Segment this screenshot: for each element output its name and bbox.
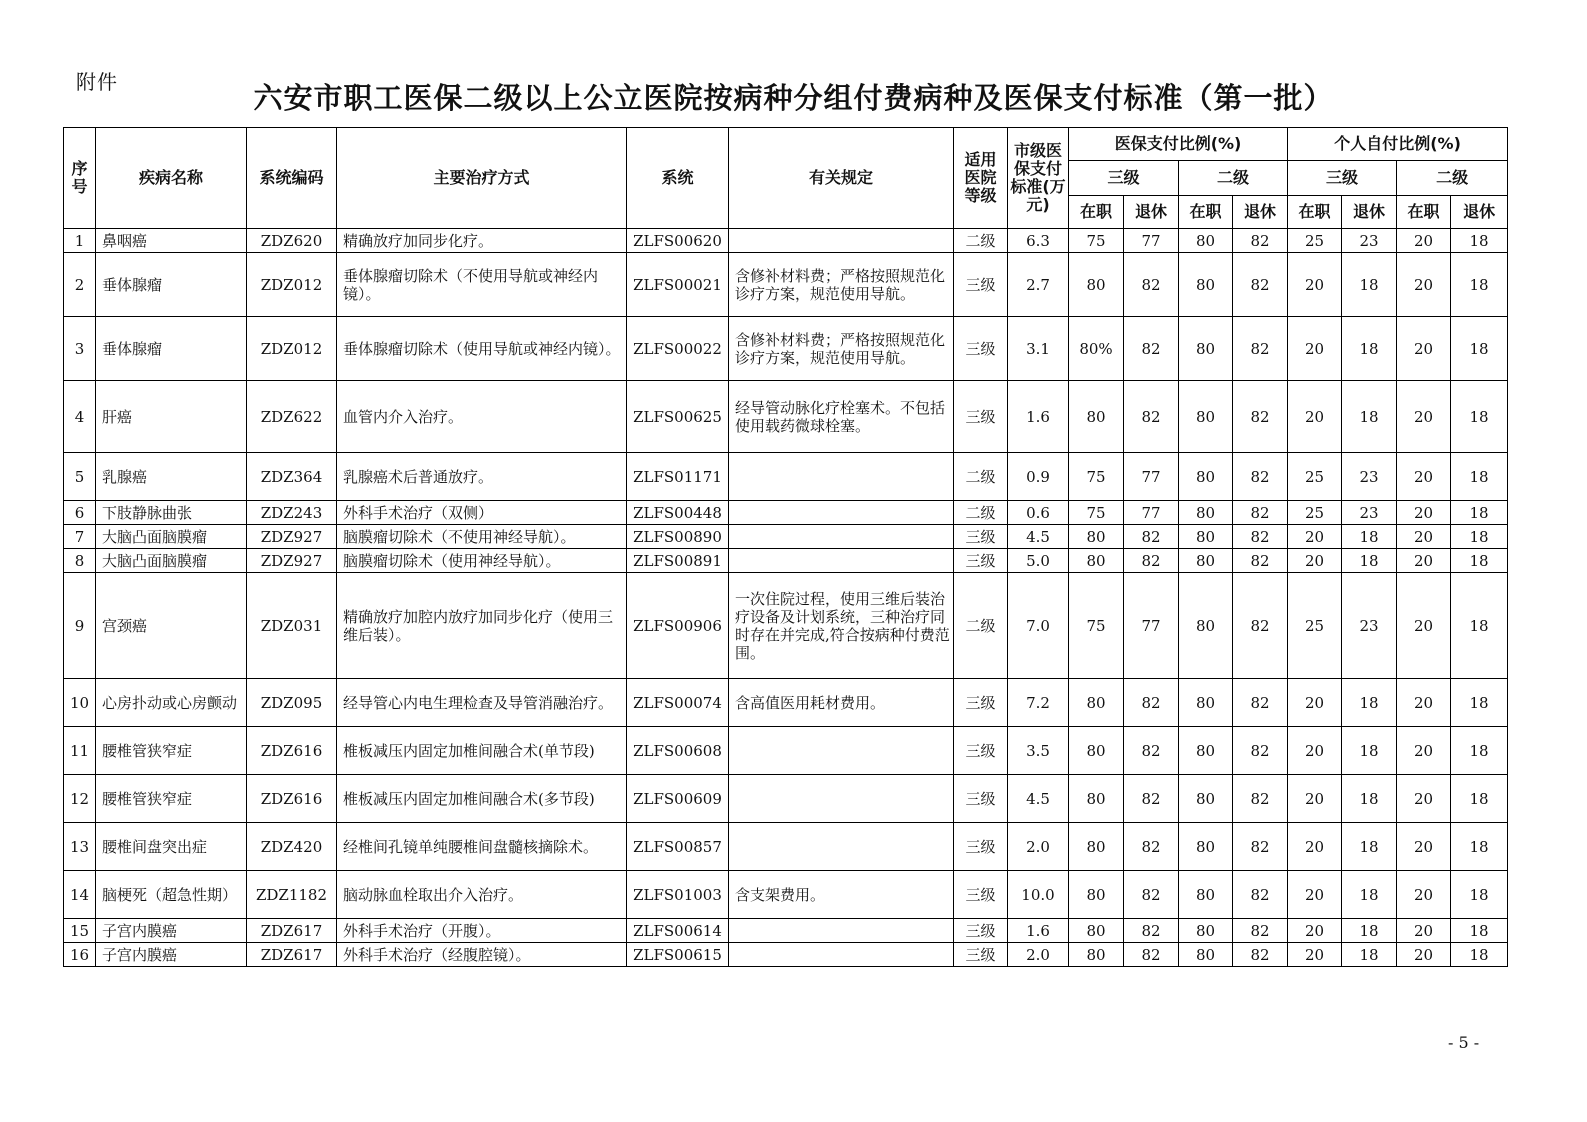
cell-rules xyxy=(729,775,954,823)
cell-treatment: 精确放疗加同步化疗。 xyxy=(337,229,627,253)
cell-medical-l3-retired: 82 xyxy=(1124,943,1179,967)
cell-disease: 大脑凸面脑膜瘤 xyxy=(96,525,247,549)
cell-no: 7 xyxy=(64,525,96,549)
cell-system: ZLFS00022 xyxy=(627,317,729,381)
cell-rules: 含支架费用。 xyxy=(729,871,954,919)
cell-personal-l3-retired: 18 xyxy=(1342,549,1397,573)
cell-standard: 7.2 xyxy=(1008,679,1069,727)
cell-no: 9 xyxy=(64,573,96,679)
cell-code: ZDZ095 xyxy=(247,679,337,727)
cell-system: ZLFS00614 xyxy=(627,919,729,943)
cell-disease: 脑梗死（超急性期） xyxy=(96,871,247,919)
cell-personal-l3-retired: 18 xyxy=(1342,317,1397,381)
cell-medical-l3-employed: 80 xyxy=(1069,775,1124,823)
header-medical-level3: 三级 xyxy=(1069,161,1179,196)
header-employed: 在职 xyxy=(1397,196,1451,229)
cell-no: 10 xyxy=(64,679,96,727)
cell-disease: 子宫内膜癌 xyxy=(96,919,247,943)
cell-personal-l2-retired: 18 xyxy=(1451,549,1508,573)
cell-medical-l2-retired: 82 xyxy=(1233,229,1288,253)
attachment-label: 附件 xyxy=(76,70,118,94)
table-row xyxy=(64,229,1508,253)
cell-standard: 10.0 xyxy=(1008,871,1069,919)
cell-medical-l2-retired: 82 xyxy=(1233,871,1288,919)
cell-rules: 含修补材料费；严格按照规范化诊疗方案，规范使用导航。 xyxy=(729,253,954,317)
cell-personal-l3-employed: 20 xyxy=(1288,727,1342,775)
cell-personal-l2-employed: 20 xyxy=(1397,943,1451,967)
cell-personal-l2-retired: 18 xyxy=(1451,381,1508,453)
header-system: 系统 xyxy=(627,128,729,229)
cell-disease: 鼻咽癌 xyxy=(96,229,247,253)
cell-system: ZLFS00021 xyxy=(627,253,729,317)
cell-system: ZLFS00890 xyxy=(627,525,729,549)
cell-personal-l2-retired: 18 xyxy=(1451,501,1508,525)
cell-personal-l2-retired: 18 xyxy=(1451,573,1508,679)
cell-standard: 3.5 xyxy=(1008,727,1069,775)
cell-medical-l2-employed: 80 xyxy=(1179,573,1233,679)
cell-personal-l2-retired: 18 xyxy=(1451,253,1508,317)
cell-medical-l3-employed: 75 xyxy=(1069,453,1124,501)
cell-medical-l3-retired: 77 xyxy=(1124,573,1179,679)
cell-medical-l3-employed: 80 xyxy=(1069,253,1124,317)
cell-medical-l3-retired: 82 xyxy=(1124,525,1179,549)
cell-code: ZDZ927 xyxy=(247,549,337,573)
cell-personal-l2-employed: 20 xyxy=(1397,679,1451,727)
cell-no: 14 xyxy=(64,871,96,919)
cell-disease: 垂体腺瘤 xyxy=(96,317,247,381)
cell-level: 三级 xyxy=(954,381,1008,453)
table-row xyxy=(64,823,1508,871)
cell-medical-l2-employed: 80 xyxy=(1179,381,1233,453)
cell-standard: 4.5 xyxy=(1008,775,1069,823)
cell-medical-l3-retired: 82 xyxy=(1124,775,1179,823)
cell-treatment: 外科手术治疗（经腹腔镜）。 xyxy=(337,943,627,967)
cell-system: ZLFS00608 xyxy=(627,727,729,775)
cell-medical-l3-retired: 77 xyxy=(1124,501,1179,525)
header-treatment: 主要治疗方式 xyxy=(337,128,627,229)
cell-disease: 下肢静脉曲张 xyxy=(96,501,247,525)
cell-disease: 宫颈癌 xyxy=(96,573,247,679)
cell-personal-l2-employed: 20 xyxy=(1397,871,1451,919)
table-row xyxy=(64,727,1508,775)
cell-personal-l2-employed: 20 xyxy=(1397,823,1451,871)
cell-personal-l3-retired: 18 xyxy=(1342,525,1397,549)
cell-treatment: 脑膜瘤切除术（使用神经导航）。 xyxy=(337,549,627,573)
cell-personal-l3-retired: 18 xyxy=(1342,679,1397,727)
document-title: 六安市职工医保二级以上公立医院按病种分组付费病种及医保支付标准（第一批） xyxy=(253,81,1334,115)
cell-medical-l2-employed: 80 xyxy=(1179,727,1233,775)
cell-no: 3 xyxy=(64,317,96,381)
cell-standard: 7.0 xyxy=(1008,573,1069,679)
header-retired: 退休 xyxy=(1342,196,1397,229)
cell-standard: 6.3 xyxy=(1008,229,1069,253)
cell-medical-l2-employed: 80 xyxy=(1179,871,1233,919)
cell-medical-l2-retired: 82 xyxy=(1233,253,1288,317)
cell-personal-l2-retired: 18 xyxy=(1451,525,1508,549)
cell-rules: 含高值医用耗材费用。 xyxy=(729,679,954,727)
cell-medical-l3-retired: 82 xyxy=(1124,823,1179,871)
cell-medical-l3-retired: 82 xyxy=(1124,381,1179,453)
cell-level: 三级 xyxy=(954,727,1008,775)
header-medical-level2: 二级 xyxy=(1179,161,1288,196)
table-row xyxy=(64,775,1508,823)
cell-medical-l2-employed: 80 xyxy=(1179,823,1233,871)
cell-code: ZDZ927 xyxy=(247,525,337,549)
cell-medical-l3-employed: 80 xyxy=(1069,871,1124,919)
cell-code: ZDZ616 xyxy=(247,727,337,775)
cell-personal-l3-retired: 18 xyxy=(1342,253,1397,317)
header-rules: 有关规定 xyxy=(729,128,954,229)
cell-medical-l2-employed: 80 xyxy=(1179,253,1233,317)
cell-medical-l2-retired: 82 xyxy=(1233,775,1288,823)
cell-system: ZLFS00448 xyxy=(627,501,729,525)
cell-personal-l2-employed: 20 xyxy=(1397,317,1451,381)
cell-medical-l3-retired: 82 xyxy=(1124,727,1179,775)
cell-personal-l3-retired: 18 xyxy=(1342,381,1397,453)
cell-level: 三级 xyxy=(954,549,1008,573)
cell-personal-l2-retired: 18 xyxy=(1451,679,1508,727)
cell-medical-l3-employed: 80 xyxy=(1069,381,1124,453)
cell-medical-l2-retired: 82 xyxy=(1233,943,1288,967)
cell-medical-l3-employed: 80 xyxy=(1069,943,1124,967)
cell-rules xyxy=(729,501,954,525)
table-row xyxy=(64,381,1508,453)
cell-code: ZDZ420 xyxy=(247,823,337,871)
table-row xyxy=(64,871,1508,919)
cell-no: 15 xyxy=(64,919,96,943)
cell-treatment: 垂体腺瘤切除术（使用导航或神经内镜）。 xyxy=(337,317,627,381)
cell-treatment: 脑动脉血栓取出介入治疗。 xyxy=(337,871,627,919)
cell-personal-l3-employed: 25 xyxy=(1288,453,1342,501)
cell-system: ZLFS00891 xyxy=(627,549,729,573)
cell-no: 8 xyxy=(64,549,96,573)
cell-medical-l3-employed: 80 xyxy=(1069,727,1124,775)
cell-level: 二级 xyxy=(954,229,1008,253)
cell-personal-l2-employed: 20 xyxy=(1397,253,1451,317)
cell-disease: 肝癌 xyxy=(96,381,247,453)
cell-personal-l2-employed: 20 xyxy=(1397,573,1451,679)
cell-disease: 大脑凸面脑膜瘤 xyxy=(96,549,247,573)
cell-medical-l2-retired: 82 xyxy=(1233,727,1288,775)
cell-no: 2 xyxy=(64,253,96,317)
cell-code: ZDZ243 xyxy=(247,501,337,525)
cell-standard: 5.0 xyxy=(1008,549,1069,573)
cell-personal-l3-retired: 18 xyxy=(1342,943,1397,967)
cell-personal-l2-retired: 18 xyxy=(1451,871,1508,919)
cell-medical-l2-retired: 82 xyxy=(1233,525,1288,549)
cell-personal-l3-employed: 20 xyxy=(1288,253,1342,317)
cell-rules xyxy=(729,229,954,253)
cell-rules xyxy=(729,525,954,549)
table-row xyxy=(64,253,1508,317)
cell-system: ZLFS01003 xyxy=(627,871,729,919)
cell-no: 13 xyxy=(64,823,96,871)
cell-no: 16 xyxy=(64,943,96,967)
cell-treatment: 经椎间孔镜单纯腰椎间盘髓核摘除术。 xyxy=(337,823,627,871)
cell-medical-l2-retired: 82 xyxy=(1233,549,1288,573)
cell-personal-l2-employed: 20 xyxy=(1397,381,1451,453)
cell-system: ZLFS00857 xyxy=(627,823,729,871)
table-row xyxy=(64,549,1508,573)
table-row xyxy=(64,317,1508,381)
cell-medical-l3-retired: 82 xyxy=(1124,679,1179,727)
cell-system: ZLFS00074 xyxy=(627,679,729,727)
cell-medical-l2-retired: 82 xyxy=(1233,919,1288,943)
cell-system: ZLFS01171 xyxy=(627,453,729,501)
cell-personal-l3-employed: 20 xyxy=(1288,549,1342,573)
table-row xyxy=(64,573,1508,679)
cell-standard: 1.6 xyxy=(1008,381,1069,453)
cell-standard: 2.0 xyxy=(1008,943,1069,967)
cell-code: ZDZ031 xyxy=(247,573,337,679)
cell-code: ZDZ622 xyxy=(247,381,337,453)
cell-medical-l2-employed: 80 xyxy=(1179,679,1233,727)
cell-no: 11 xyxy=(64,727,96,775)
cell-standard: 0.6 xyxy=(1008,501,1069,525)
cell-medical-l2-employed: 80 xyxy=(1179,775,1233,823)
cell-personal-l3-employed: 20 xyxy=(1288,679,1342,727)
table-row xyxy=(64,919,1508,943)
cell-code: ZDZ616 xyxy=(247,775,337,823)
cell-medical-l3-employed: 75 xyxy=(1069,229,1124,253)
cell-personal-l3-employed: 20 xyxy=(1288,775,1342,823)
cell-personal-l3-employed: 25 xyxy=(1288,501,1342,525)
cell-medical-l3-employed: 80 xyxy=(1069,919,1124,943)
cell-personal-l2-employed: 20 xyxy=(1397,453,1451,501)
cell-standard: 3.1 xyxy=(1008,317,1069,381)
cell-level: 三级 xyxy=(954,823,1008,871)
table-row xyxy=(64,943,1508,967)
cell-personal-l3-employed: 25 xyxy=(1288,573,1342,679)
cell-level: 三级 xyxy=(954,525,1008,549)
cell-no: 4 xyxy=(64,381,96,453)
cell-personal-l3-employed: 20 xyxy=(1288,525,1342,549)
cell-personal-l2-employed: 20 xyxy=(1397,525,1451,549)
cell-personal-l2-employed: 20 xyxy=(1397,229,1451,253)
cell-medical-l2-employed: 80 xyxy=(1179,453,1233,501)
cell-rules: 经导管动脉化疗栓塞术。不包括使用载药微球栓塞。 xyxy=(729,381,954,453)
cell-treatment: 乳腺癌术后普通放疗。 xyxy=(337,453,627,501)
cell-rules: 含修补材料费；严格按照规范化诊疗方案，规范使用导航。 xyxy=(729,317,954,381)
cell-medical-l2-employed: 80 xyxy=(1179,549,1233,573)
table-row xyxy=(64,679,1508,727)
cell-medical-l3-employed: 80 xyxy=(1069,823,1124,871)
cell-personal-l3-retired: 18 xyxy=(1342,775,1397,823)
cell-personal-l3-retired: 18 xyxy=(1342,919,1397,943)
cell-code: ZDZ364 xyxy=(247,453,337,501)
cell-personal-l3-retired: 23 xyxy=(1342,573,1397,679)
cell-system: ZLFS00906 xyxy=(627,573,729,679)
cell-personal-l2-retired: 18 xyxy=(1451,727,1508,775)
cell-medical-l2-employed: 80 xyxy=(1179,317,1233,381)
cell-personal-l3-employed: 20 xyxy=(1288,919,1342,943)
cell-personal-l2-retired: 18 xyxy=(1451,943,1508,967)
cell-medical-l3-retired: 77 xyxy=(1124,229,1179,253)
cell-disease: 腰椎管狭窄症 xyxy=(96,727,247,775)
cell-personal-l2-retired: 18 xyxy=(1451,229,1508,253)
header-retired: 退休 xyxy=(1233,196,1288,229)
cell-personal-l3-employed: 20 xyxy=(1288,823,1342,871)
cell-medical-l2-retired: 82 xyxy=(1233,573,1288,679)
cell-level: 三级 xyxy=(954,871,1008,919)
cell-medical-l2-retired: 82 xyxy=(1233,501,1288,525)
cell-rules xyxy=(729,453,954,501)
cell-medical-l3-retired: 82 xyxy=(1124,919,1179,943)
cell-level: 二级 xyxy=(954,501,1008,525)
cell-medical-l2-retired: 82 xyxy=(1233,381,1288,453)
cell-personal-l2-retired: 18 xyxy=(1451,453,1508,501)
cell-no: 12 xyxy=(64,775,96,823)
cell-personal-l3-retired: 23 xyxy=(1342,229,1397,253)
header-retired: 退休 xyxy=(1451,196,1508,229)
cell-medical-l3-employed: 80 xyxy=(1069,549,1124,573)
cell-personal-l2-retired: 18 xyxy=(1451,823,1508,871)
cell-personal-l2-retired: 18 xyxy=(1451,775,1508,823)
cell-standard: 0.9 xyxy=(1008,453,1069,501)
header-employed: 在职 xyxy=(1069,196,1124,229)
page-number: - 5 - xyxy=(1448,1033,1480,1052)
header-personal-level2: 二级 xyxy=(1397,161,1508,196)
cell-rules xyxy=(729,549,954,573)
cell-disease: 腰椎管狭窄症 xyxy=(96,775,247,823)
cell-standard: 1.6 xyxy=(1008,919,1069,943)
cell-rules: 一次住院过程，使用三维后装治疗设备及计划系统，三种治疗同时存在并完成,符合按病种付费范围。 xyxy=(729,573,954,679)
cell-level: 二级 xyxy=(954,453,1008,501)
cell-treatment: 椎板减压内固定加椎间融合术(单节段) xyxy=(337,727,627,775)
cell-medical-l2-retired: 82 xyxy=(1233,317,1288,381)
cell-personal-l2-employed: 20 xyxy=(1397,549,1451,573)
cell-medical-l3-retired: 77 xyxy=(1124,453,1179,501)
cell-level: 三级 xyxy=(954,943,1008,967)
cell-level: 三级 xyxy=(954,775,1008,823)
cell-treatment: 经导管心内电生理检查及导管消融治疗。 xyxy=(337,679,627,727)
cell-medical-l2-employed: 80 xyxy=(1179,919,1233,943)
cell-system: ZLFS00625 xyxy=(627,381,729,453)
cell-personal-l3-employed: 20 xyxy=(1288,381,1342,453)
cell-personal-l2-retired: 18 xyxy=(1451,317,1508,381)
cell-standard: 4.5 xyxy=(1008,525,1069,549)
cell-medical-l2-retired: 82 xyxy=(1233,453,1288,501)
cell-personal-l2-employed: 20 xyxy=(1397,501,1451,525)
header-standard: 市级医保支付标准(万元) xyxy=(1008,128,1069,229)
cell-personal-l3-employed: 25 xyxy=(1288,229,1342,253)
cell-medical-l3-employed: 75 xyxy=(1069,501,1124,525)
cell-no: 5 xyxy=(64,453,96,501)
cell-level: 三级 xyxy=(954,317,1008,381)
cell-code: ZDZ012 xyxy=(247,317,337,381)
cell-personal-l3-employed: 20 xyxy=(1288,943,1342,967)
cell-treatment: 精确放疗加腔内放疗加同步化疗（使用三维后装）。 xyxy=(337,573,627,679)
header-disease: 疾病名称 xyxy=(96,128,247,229)
cell-personal-l2-retired: 18 xyxy=(1451,919,1508,943)
header-employed: 在职 xyxy=(1288,196,1342,229)
cell-treatment: 外科手术治疗（开腹）。 xyxy=(337,919,627,943)
cell-no: 6 xyxy=(64,501,96,525)
cell-code: ZDZ1182 xyxy=(247,871,337,919)
cell-treatment: 血管内介入治疗。 xyxy=(337,381,627,453)
header-personal-ratio: 个人自付比例(%) xyxy=(1288,128,1508,161)
cell-level: 三级 xyxy=(954,919,1008,943)
cell-system: ZLFS00609 xyxy=(627,775,729,823)
cell-medical-l3-employed: 75 xyxy=(1069,573,1124,679)
cell-standard: 2.7 xyxy=(1008,253,1069,317)
cell-medical-l3-retired: 82 xyxy=(1124,871,1179,919)
table-row xyxy=(64,525,1508,549)
cell-personal-l3-retired: 18 xyxy=(1342,871,1397,919)
cell-medical-l3-employed: 80 xyxy=(1069,525,1124,549)
cell-rules xyxy=(729,823,954,871)
cell-disease: 心房扑动或心房颤动 xyxy=(96,679,247,727)
cell-no: 1 xyxy=(64,229,96,253)
cell-medical-l2-employed: 80 xyxy=(1179,943,1233,967)
cell-rules xyxy=(729,943,954,967)
cell-treatment: 外科手术治疗（双侧） xyxy=(337,501,627,525)
cell-personal-l3-retired: 18 xyxy=(1342,823,1397,871)
cell-medical-l2-retired: 82 xyxy=(1233,679,1288,727)
cell-medical-l2-retired: 82 xyxy=(1233,823,1288,871)
header-code: 系统编码 xyxy=(247,128,337,229)
cell-code: ZDZ617 xyxy=(247,919,337,943)
cell-system: ZLFS00615 xyxy=(627,943,729,967)
cell-level: 三级 xyxy=(954,679,1008,727)
cell-rules xyxy=(729,727,954,775)
cell-personal-l3-retired: 18 xyxy=(1342,727,1397,775)
header-medical-ratio: 医保支付比例(%) xyxy=(1069,128,1288,161)
cell-personal-l2-employed: 20 xyxy=(1397,727,1451,775)
cell-medical-l3-employed: 80% xyxy=(1069,317,1124,381)
cell-personal-l2-employed: 20 xyxy=(1397,919,1451,943)
cell-level: 三级 xyxy=(954,253,1008,317)
cell-disease: 子宫内膜癌 xyxy=(96,943,247,967)
header-employed: 在职 xyxy=(1179,196,1233,229)
cell-rules xyxy=(729,919,954,943)
cell-personal-l2-employed: 20 xyxy=(1397,775,1451,823)
header-level: 适用医院等级 xyxy=(954,128,1008,229)
cell-treatment: 椎板减压内固定加椎间融合术(多节段) xyxy=(337,775,627,823)
payment-standard-table xyxy=(63,127,1508,967)
cell-system: ZLFS00620 xyxy=(627,229,729,253)
cell-medical-l2-employed: 80 xyxy=(1179,525,1233,549)
table-row xyxy=(64,501,1508,525)
cell-medical-l2-employed: 80 xyxy=(1179,501,1233,525)
cell-medical-l3-retired: 82 xyxy=(1124,253,1179,317)
cell-standard: 2.0 xyxy=(1008,823,1069,871)
cell-code: ZDZ617 xyxy=(247,943,337,967)
cell-medical-l3-retired: 82 xyxy=(1124,549,1179,573)
cell-treatment: 垂体腺瘤切除术（不使用导航或神经内镜）。 xyxy=(337,253,627,317)
cell-disease: 垂体腺瘤 xyxy=(96,253,247,317)
cell-medical-l2-employed: 80 xyxy=(1179,229,1233,253)
header-personal-level3: 三级 xyxy=(1288,161,1397,196)
cell-level: 二级 xyxy=(954,573,1008,679)
table-row xyxy=(64,453,1508,501)
cell-personal-l3-retired: 23 xyxy=(1342,501,1397,525)
cell-medical-l3-retired: 82 xyxy=(1124,317,1179,381)
header-index: 序号 xyxy=(64,128,96,229)
header-retired: 退休 xyxy=(1124,196,1179,229)
cell-treatment: 脑膜瘤切除术（不使用神经导航）。 xyxy=(337,525,627,549)
cell-medical-l3-employed: 80 xyxy=(1069,679,1124,727)
cell-personal-l3-employed: 20 xyxy=(1288,317,1342,381)
cell-disease: 乳腺癌 xyxy=(96,453,247,501)
cell-disease: 腰椎间盘突出症 xyxy=(96,823,247,871)
cell-code: ZDZ012 xyxy=(247,253,337,317)
cell-personal-l3-retired: 23 xyxy=(1342,453,1397,501)
cell-code: ZDZ620 xyxy=(247,229,337,253)
cell-personal-l3-employed: 20 xyxy=(1288,871,1342,919)
